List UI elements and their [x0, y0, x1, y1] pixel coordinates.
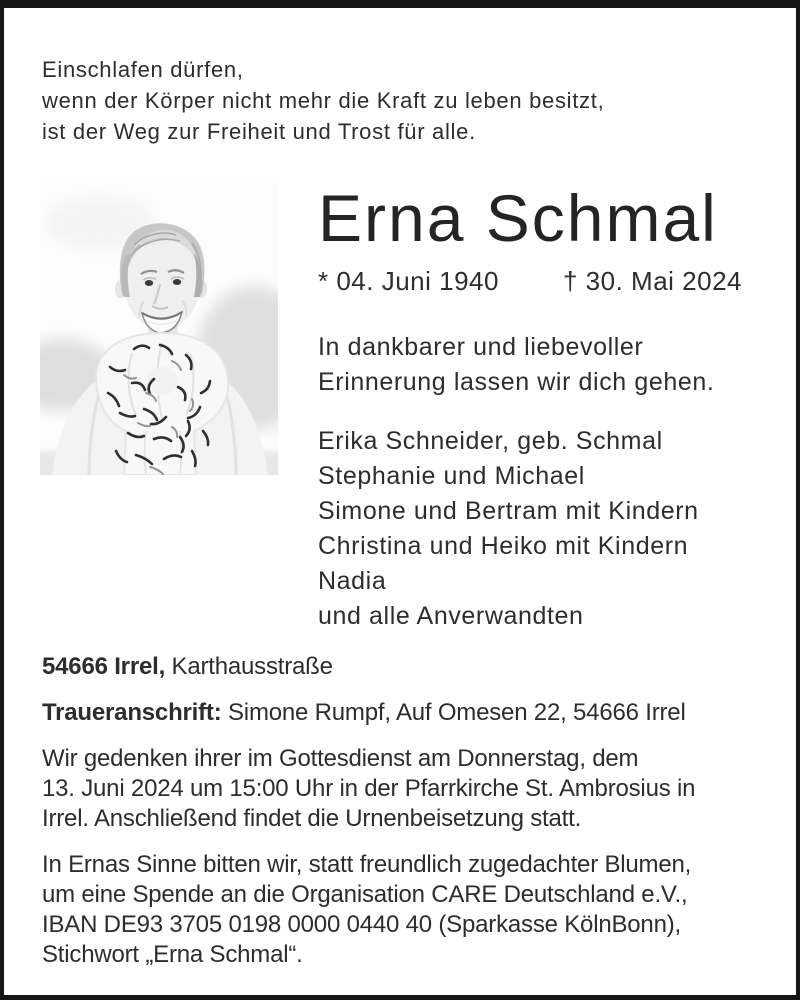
- mourner-line: Nadia: [318, 567, 387, 595]
- condolence-label: Traueranschrift:: [42, 699, 222, 726]
- mourner-line: Simone und Bertram mit Kindern: [318, 497, 699, 525]
- mourner-line: Stephanie und Michael: [318, 462, 585, 490]
- deceased-name: Erna Schmal: [318, 181, 718, 255]
- address-street: Karthausstraße: [165, 653, 333, 680]
- mourner-line: und alle Anverwandten: [318, 602, 584, 630]
- details-section: [42, 652, 768, 986]
- farewell-text: [318, 330, 742, 400]
- condolence-address-line: [42, 698, 768, 728]
- service-line: Wir gedenken ihrer im Gottesdienst am Donnerstag, dem: [42, 745, 639, 772]
- service-paragraph: [42, 744, 768, 834]
- service-line: 13. Juni 2024 um 15:00 Uhr in der Pfarrkirche St. Ambrosius in: [42, 775, 696, 802]
- donation-line: IBAN DE93 3705 0198 0000 0440 40 (Sparkasse KölnBonn),: [42, 911, 681, 938]
- address-line: [42, 652, 768, 682]
- mourner-line: Erika Schneider, geb. Schmal: [318, 427, 663, 455]
- portrait-photo-illustration: [40, 183, 278, 475]
- epigraph-line: Einschlafen dürfen,: [42, 57, 244, 82]
- announcement-column: [318, 182, 742, 634]
- address-city: 54666 Irrel,: [42, 653, 166, 680]
- mourner-line: Christina und Heiko mit Kindern: [318, 532, 689, 560]
- donation-line: Stichwort „Erna Schmal“.: [42, 941, 303, 968]
- mourners-list: [318, 424, 742, 634]
- farewell-line: Erinnerung lassen wir dich gehen.: [318, 368, 715, 396]
- donation-line: In Ernas Sinne bitten wir, statt freundlich zugedachter Blumen,: [42, 851, 692, 878]
- condolence-value: Simone Rumpf, Auf Omesen 22, 54666 Irrel: [221, 699, 686, 726]
- epigraph: [42, 54, 604, 147]
- donation-line: um eine Spende an die Organisation CARE Deutschland e.V.,: [42, 881, 688, 908]
- farewell-line: In dankbarer und liebevoller: [318, 333, 644, 361]
- death-date: † 30. Mai 2024: [562, 266, 742, 296]
- life-dates: [318, 264, 742, 298]
- epigraph-line: ist der Weg zur Freiheit und Trost für alle.: [42, 119, 476, 144]
- donation-paragraph: [42, 850, 768, 970]
- birth-date: * 04. Juni 1940: [318, 266, 499, 296]
- portrait-photo: [40, 183, 278, 475]
- epigraph-line: wenn der Körper nicht mehr die Kraft zu leben besitzt,: [42, 88, 605, 113]
- service-line: Irrel. Anschließend findet die Urnenbeisetzung statt.: [42, 805, 582, 832]
